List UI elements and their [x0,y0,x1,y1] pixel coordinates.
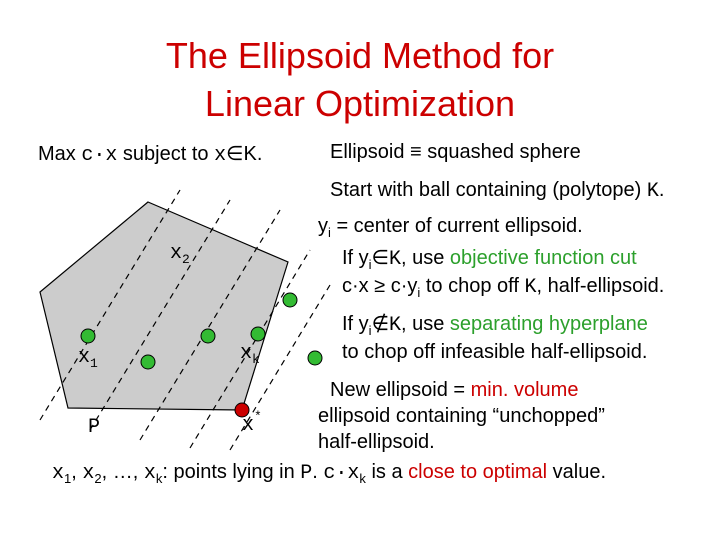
K-set: K [243,143,257,165]
point [308,351,322,365]
label-P: P [88,416,101,439]
sub-k: k [359,471,366,486]
K-set: K [524,276,537,299]
objective-function-cut: objective function cut [449,247,637,269]
max-word: Max [38,143,82,165]
element-of-symbol: ∈ [371,247,389,269]
min-volume: min. volume [470,379,579,401]
point [141,355,155,369]
cx-geq-cy: c·x ≥ c·y [342,275,418,297]
K-set: K [388,314,401,337]
infeasible-line: to chop off infeasible half-ellipsoid. [342,341,648,363]
label-xk: $x_k$ [240,342,260,367]
comma: , [132,461,144,483]
K-set: K [388,248,401,271]
title-line-2: Linear Optimization [204,83,516,124]
x-var: x [82,462,95,485]
P-set: P [300,462,313,485]
element-of-symbol: ∈ [226,143,244,165]
sub-2: 2 [94,471,102,486]
use-text: , use [401,247,450,269]
yi-rest: = center of current ellipsoid. [330,215,583,237]
use-text: , use [401,313,450,335]
period: . [312,461,324,483]
value-text: value. [547,461,607,483]
point-x1 [81,329,95,343]
i-subscript: i [328,225,331,240]
new-ellipsoid-line-3: half-ellipsoid. [318,431,435,453]
chop-text: to chop off [420,275,525,297]
is-a-text: is a [365,461,409,483]
sub-1: 1 [64,471,72,486]
label-xstar: x* [242,409,262,437]
y-var: y [318,215,328,237]
sub-k: k [155,471,163,486]
x-var: x [214,144,227,167]
period: . [658,179,665,201]
summary-line [52,460,606,486]
not-element-symbol: ∉ [371,313,389,335]
close-to-optimal: close to optimal [408,461,548,483]
i-subscript: i [368,257,372,272]
separating-hyperplane: separating hyperplane [449,313,648,335]
if-y: If y [342,247,369,269]
i-subscript: i [417,285,421,300]
title-line-1: The Ellipsoid Method for [165,35,555,76]
label-x2: $x_2$ [170,242,190,267]
point [283,293,297,307]
cx-expr: c·x [81,144,118,167]
ellipsoid-definition: Ellipsoid ≡ squashed sphere [330,141,581,163]
half-ellipsoid-text: , half-ellipsoid. [536,275,665,297]
comma: , [101,461,113,483]
x-var: x [52,462,65,485]
point-xk [251,327,265,341]
polytope-P [40,202,288,410]
i-subscript: i [368,323,372,338]
ellipsis: … [112,461,133,483]
new-ellipsoid-text: New ellipsoid = [330,379,471,401]
subject-to-text: subject to [117,143,215,165]
new-ellipsoid-line-2: ellipsoid containing “unchopped” [318,405,605,427]
K-set: K [646,180,659,203]
x-var: x [143,462,156,485]
period: . [256,143,263,165]
start-text: Start with ball containing (polytope) [330,179,647,201]
comma: , [71,461,83,483]
if-y: If y [342,313,369,335]
points-text: : points lying in [162,461,301,483]
cxk-expr: c·x [323,462,360,485]
point [201,329,215,343]
label-x1: $x_1$ [78,346,98,371]
